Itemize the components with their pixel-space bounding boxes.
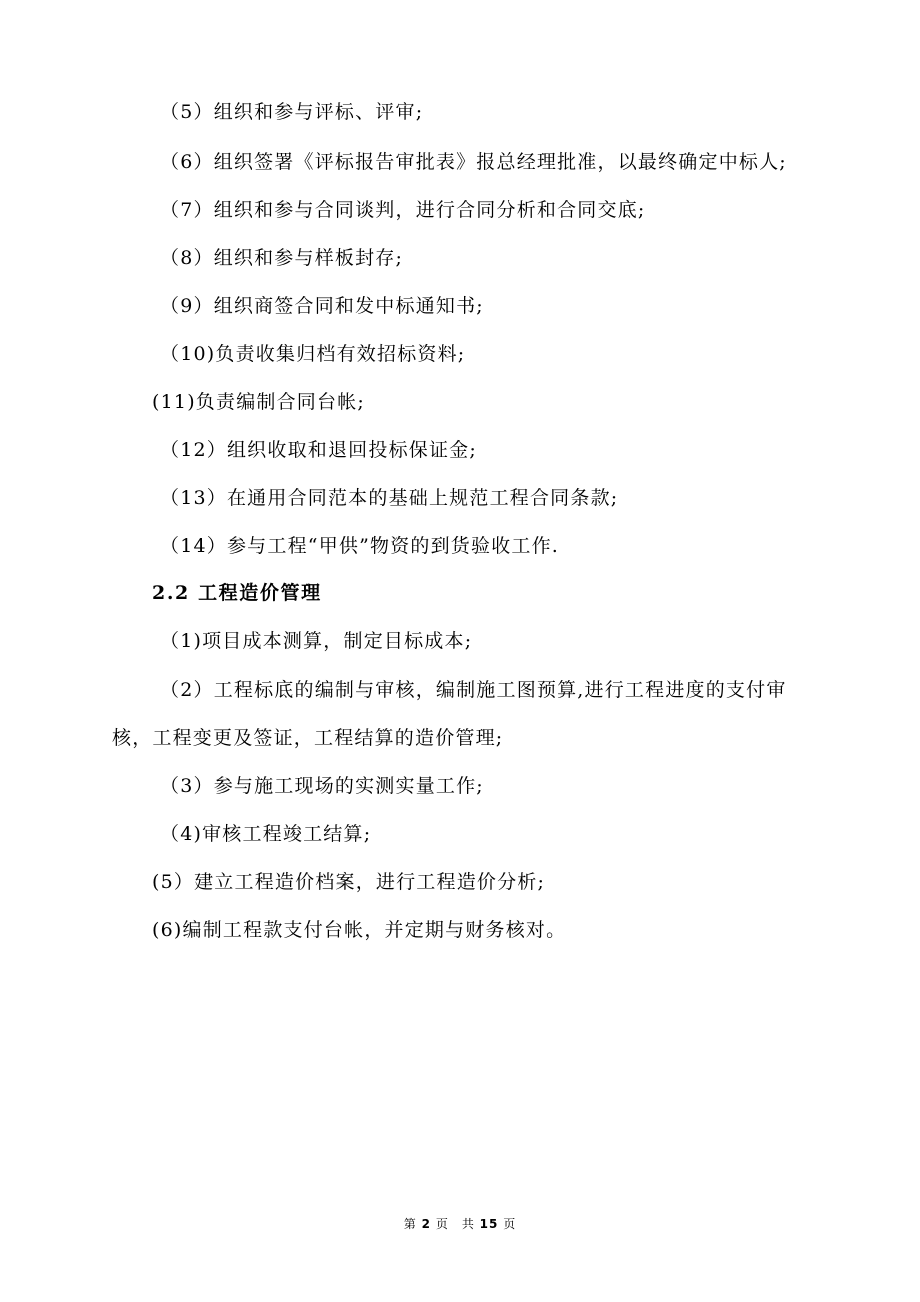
- list-item: （7）组织和参与合同谈判，进行合同分析和合同交底;: [160, 199, 646, 221]
- list-item: （9）组织商签合同和发中标通知书;: [160, 295, 484, 317]
- list-item: （3）参与施工现场的实测实量工作;: [160, 775, 484, 797]
- list-item: （4)审核工程竣工结算;: [160, 823, 372, 845]
- list-item: （13）在通用合同范本的基础上规范工程合同条款;: [160, 487, 619, 509]
- page-footer: [0, 1216, 920, 1232]
- list-item: （5）组织和参与评标、评审;: [160, 101, 424, 123]
- list-item: （12）组织收取和退回投标保证金;: [160, 439, 477, 461]
- list-item: （14）参与工程“甲供”物资的到货验收工作.: [160, 535, 560, 557]
- list-item: （10)负责收集归档有效招标资料;: [160, 343, 466, 365]
- list-item: （8）组织和参与样板封存;: [160, 247, 404, 269]
- list-item: （2）工程标底的编制与审核，编制施工图预算,进行工程进度的支付审: [160, 679, 787, 701]
- list-item: （1)项目成本测算，制定目标成本;: [160, 630, 473, 652]
- footer-middle: 页 共: [435, 1217, 475, 1231]
- list-item: （6）组织签署《评标报告审批表》报总经理批准，以最终确定中标人;: [160, 151, 787, 173]
- current-page-number: 2: [421, 1217, 431, 1231]
- total-page-number: 15: [479, 1217, 499, 1231]
- section-heading: 2.2 工程造价管理: [152, 582, 322, 604]
- footer-suffix: 页: [503, 1217, 517, 1231]
- list-item: (6)编制工程款支付台帐，并定期与财务核对。: [152, 919, 567, 941]
- footer-prefix: 第: [403, 1217, 417, 1231]
- list-item-continuation: 核，工程变更及签证，工程结算的造价管理;: [112, 727, 504, 749]
- list-item: (11)负责编制合同台帐;: [152, 391, 366, 413]
- list-item: (5）建立工程造价档案，进行工程造价分析;: [152, 871, 546, 893]
